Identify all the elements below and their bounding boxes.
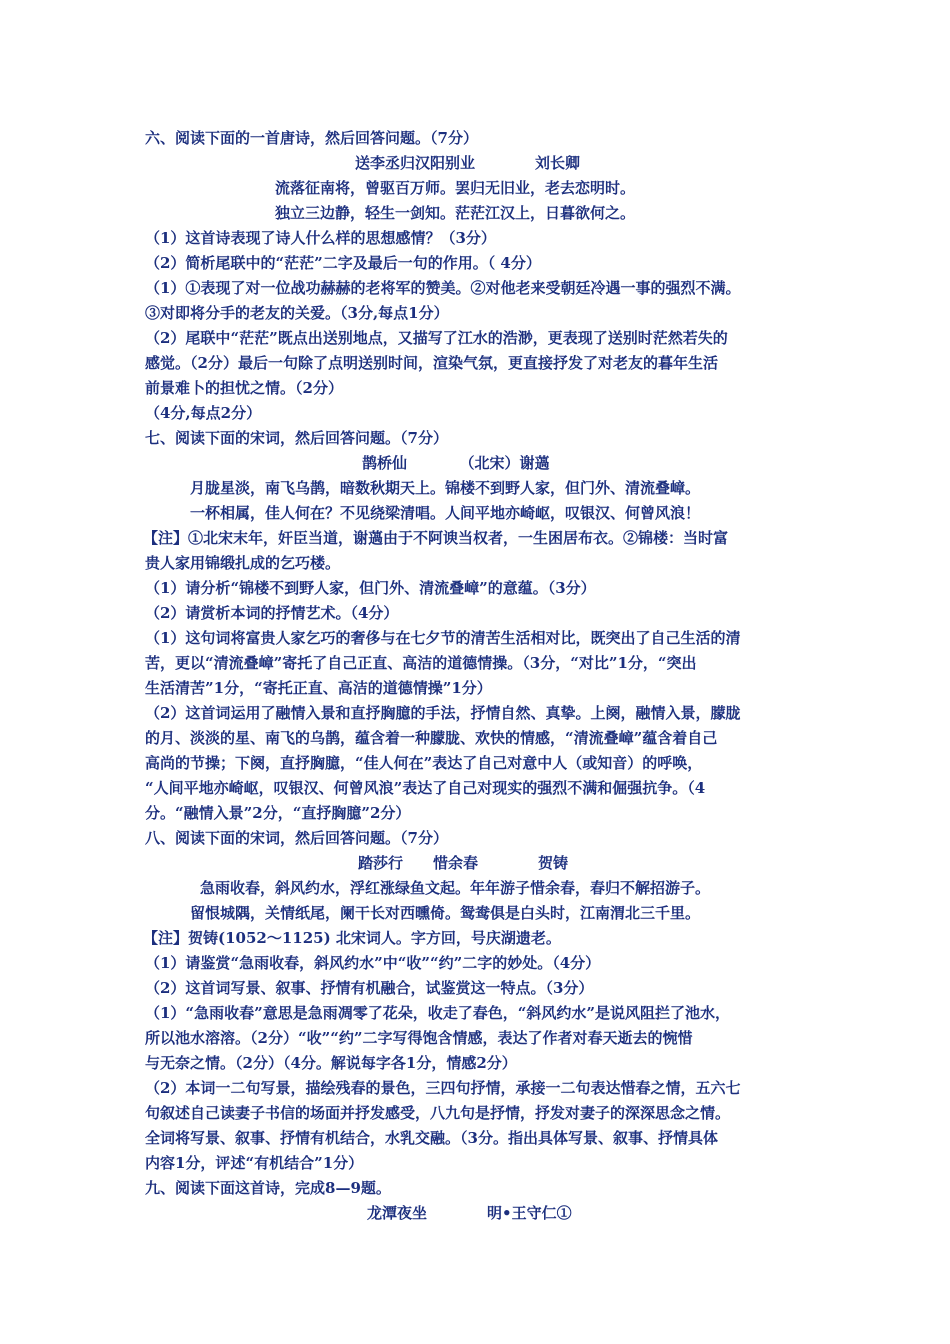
answer-line: （1）①表现了对一位战功赫赫的老将军的赞美。②对他老来受朝廷冷遇一事的强烈不满。 xyxy=(145,279,741,297)
answer-line: （2）本词一二句写景，描绘残春的景色，三四句抒情，承接一二句表达惜春之情，五六七 xyxy=(145,1079,741,1097)
answer-line: 的月、淡淡的星、南飞的乌鹊，蕴含着一种朦胧、欢快的情感，“清流叠嶂”蕴含着自己 xyxy=(145,729,718,747)
question-item: （1）请分析“锦楼不到野人家，但门外、清流叠嶂”的意蕴。（3分） xyxy=(145,579,596,597)
poem-line: 流落征南将，曾驱百万师。罢归无旧业，老去恋明时。 xyxy=(275,179,636,197)
poem-title-author: 送李丞归汉阳别业 刘长卿 xyxy=(355,154,581,172)
answer-line: 高尚的节操；下阕，直抒胸臆，“佳人何在”表达了自己对意中人（或知音）的呼唤， xyxy=(145,754,703,772)
poem-title-author: 龙潭夜坐 明•王守仁① xyxy=(367,1204,572,1222)
answer-line: （1）这句词将富贵人家乞巧的奢侈与在七夕节的清苦生活相对比，既突出了自己生活的清 xyxy=(145,629,741,647)
poem-line: 独立三边静，轻生一剑知。茫茫江汉上，日暮欲何之。 xyxy=(275,204,636,222)
question-item: （2）请赏析本词的抒情艺术。（4分） xyxy=(145,604,399,622)
answer-line: “人间平地亦崎岖，叹银汉、何曾风浪”表达了自己对现实的强烈不满和倔强抗争。（4 xyxy=(145,779,706,797)
question-item: （2）这首词写景、叙事、抒情有机融合，试鉴赏这一特点。（3分） xyxy=(145,979,594,997)
note-line: 【注】①北宋末年，奸臣当道，谢薖由于不阿谀当权者，一生困居布衣。②锦楼：当时富 xyxy=(143,529,729,547)
poem-line: 留恨城隅，关情纸尾，阑干长对西曛倚。鸳鸯俱是白头时，江南渭北三千里。 xyxy=(190,904,701,922)
answer-line: 生活清苦”1分，“寄托正直、高洁的道德情操”1分） xyxy=(145,679,492,697)
note-line: 【注】贺铸(1052～1125) 北宋词人。字方回，号庆湖遗老。 xyxy=(143,929,561,947)
answer-line: （1）“急雨收春”意思是急雨凋零了花朵，收走了春色，“斜风约水”是说风阻拦了池水， xyxy=(145,1004,730,1022)
answer-line: （4分,每点2分） xyxy=(145,404,262,422)
poem-title-author: 踏莎行 惜余春 贺铸 xyxy=(358,854,569,872)
question-item: （1）这首诗表现了诗人什么样的思想感情？（3分） xyxy=(145,229,496,247)
question-6-heading: 六、阅读下面的一首唐诗，然后回答问题。（7分） xyxy=(145,129,478,147)
answer-line: 前景难卜的担忧之情。（2分） xyxy=(145,379,343,397)
question-9-heading: 九、阅读下面这首诗，完成8—9题。 xyxy=(145,1179,391,1197)
question-item: （2）简析尾联中的“茫茫”二字及最后一句的作用。（ 4分） xyxy=(145,254,541,272)
question-7-heading: 七、阅读下面的宋词，然后回答问题。（7分） xyxy=(145,429,448,447)
answer-line: 全词将写景、叙事、抒情有机结合，水乳交融。（3分。指出具体写景、叙事、抒情具体 xyxy=(145,1129,718,1147)
answer-line: 感觉。（2分）最后一句除了点明送别时间，渲染气氛，更直接抒发了对老友的暮年生活 xyxy=(145,354,718,372)
question-8-heading: 八、阅读下面的宋词，然后回答问题。（7分） xyxy=(145,829,448,847)
answer-line: （2）尾联中“茫茫”既点出送别地点，又描写了江水的浩渺，更表现了送别时茫然若失的 xyxy=(145,329,728,347)
question-item: （1）请鉴赏“急雨收春，斜风约水”中“收”“约”二字的妙处。（4分） xyxy=(145,954,601,972)
poem-line: 一杯相属，佳人何在？不见绕梁清唱。人间平地亦崎岖，叹银汉、何曾风浪！ xyxy=(190,504,701,522)
answer-line: 句叙述自己读妻子书信的场面并抒发感受，八九句是抒情，抒发对妻子的深深思念之情。 xyxy=(145,1104,731,1122)
answer-line: 分。“融情入景”2分，“直抒胸臆”2分） xyxy=(145,804,411,822)
answer-line: 所以池水溶溶。（2分）“收”“约”二字写得饱含情感，表达了作者对春天逝去的惋惜 xyxy=(145,1029,693,1047)
poem-line: 月胧星淡，南飞乌鹊，暗数秋期天上。锦楼不到野人家，但门外、清流叠嶂。 xyxy=(190,479,701,497)
poem-title-author: 鹊桥仙 （北宋）谢薖 xyxy=(362,454,550,472)
answer-line: （2）这首词运用了融情入景和直抒胸臆的手法，抒情自然、真挚。上阕，融情入景，朦胧 xyxy=(145,704,741,722)
poem-line: 急雨收春，斜风约水，浮红涨绿鱼文起。年年游子惜余春，春归不解招游子。 xyxy=(200,879,711,897)
answer-line: ③对即将分手的老友的关爱。（3分,每点1分） xyxy=(145,304,449,322)
answer-line: 苦，更以“清流叠嶂”寄托了自己正直、高洁的道德情操。（3分，“对比”1分，“突出 xyxy=(145,654,697,672)
note-line: 贵人家用锦缎扎成的乞巧楼。 xyxy=(145,554,341,572)
answer-line: 与无奈之情。（2分）（4分。解说每字各1分，情感2分） xyxy=(145,1054,517,1072)
answer-line: 内容1分，评述“有机结合”1分） xyxy=(145,1154,364,1172)
